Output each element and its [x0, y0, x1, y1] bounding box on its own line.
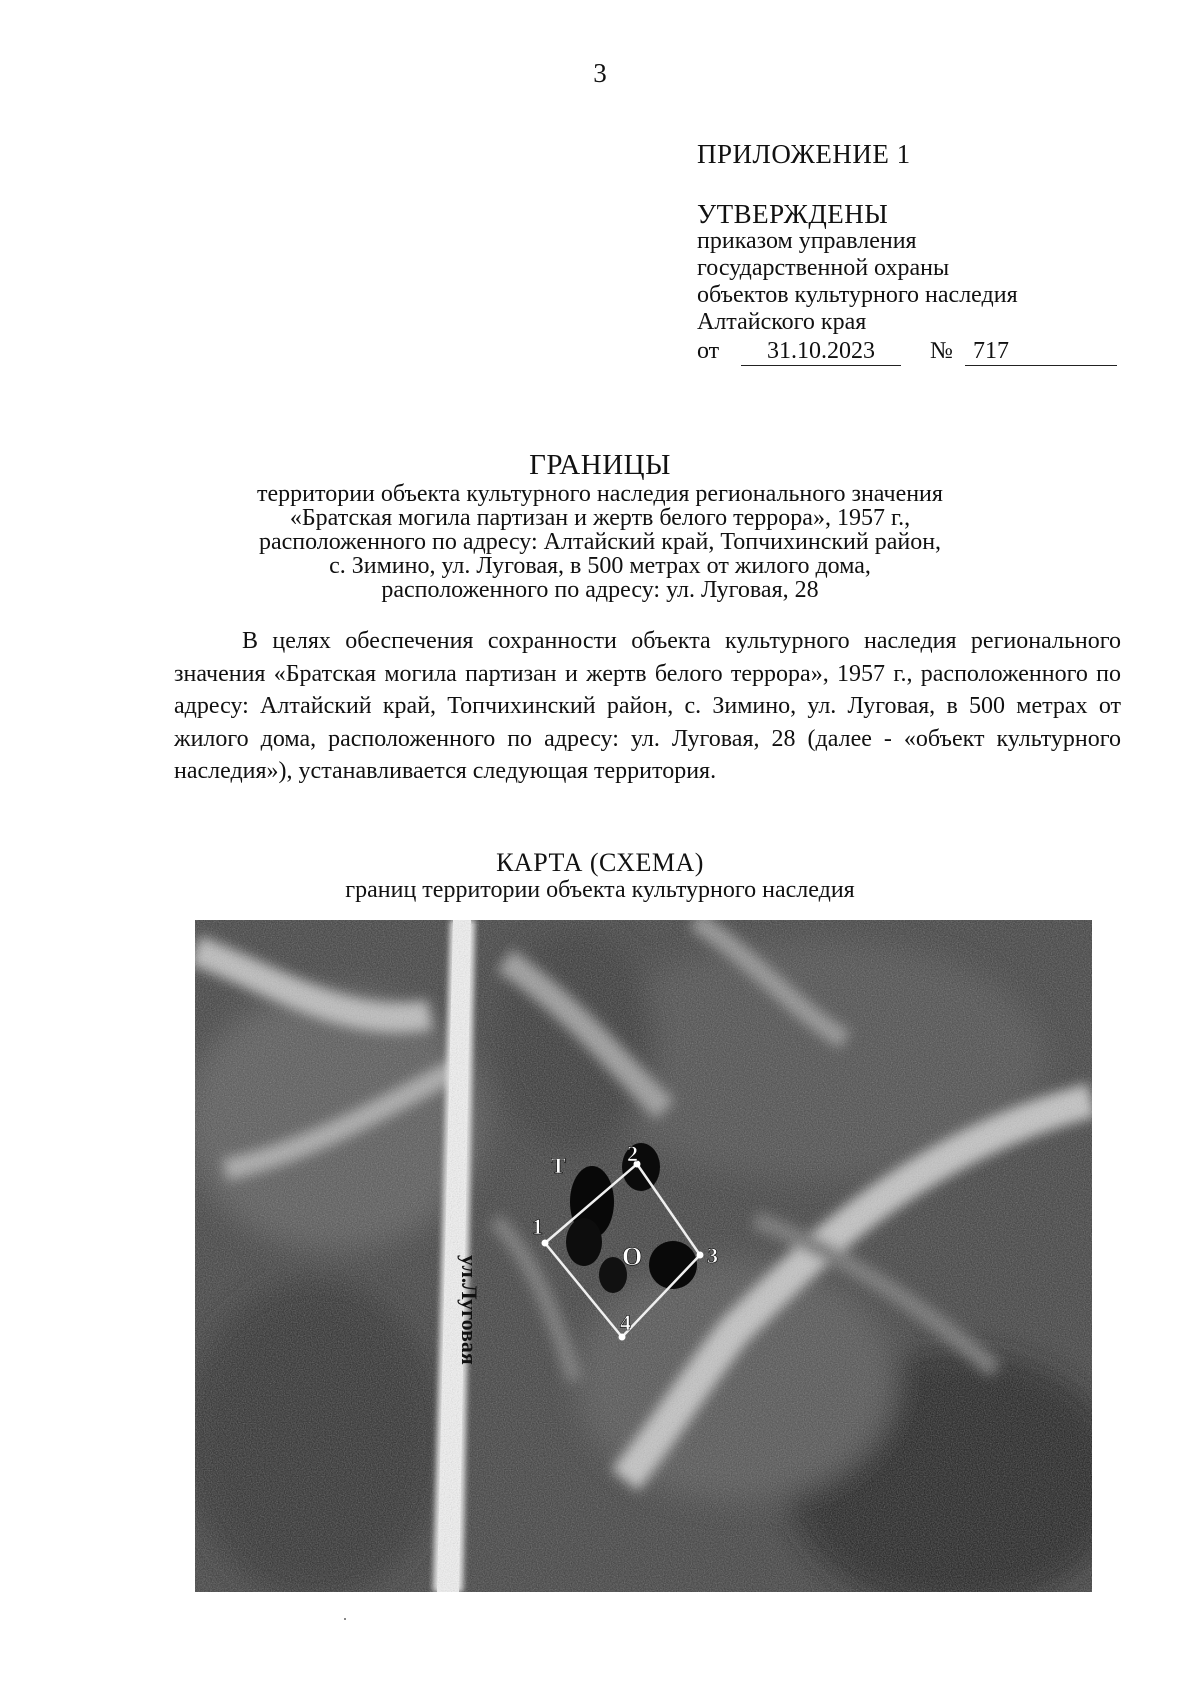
point-label-4: 4 [620, 1310, 631, 1335]
intro-paragraph: В целях обеспечения сохранности объекта культурного наследия регионального значения «Братская могила партизан и жертв белого террора», 1957 г., расположенного по адресу: Алтайский край, Топчихинский район, с. Зимино, ул. Луговая, в 500 метрах от жилого дома, расположенного по адресу: ул. Луговая, 28 (далее - «объект культурного наследия»), устанавливается следующая территория. [174, 628, 1121, 784]
order-date: 31.10.2023 [741, 338, 901, 366]
approved-title: УТВЕРЖДЕНЫ [697, 198, 889, 229]
appendix-block [697, 140, 1137, 372]
order-line: объектов культурного наследия [697, 282, 1018, 309]
point-label-2: 2 [627, 1141, 638, 1166]
heading-line: расположенного по адресу: Алтайский край, Топчихинский район, [258, 529, 942, 555]
map-title: КАРТА (СХЕМА) [496, 848, 704, 877]
number-sign: № [930, 338, 953, 365]
vertex-1 [542, 1240, 549, 1247]
object-label: О [622, 1242, 643, 1271]
map-noise-overlay [195, 920, 1092, 1592]
order-line: Алтайского края [697, 309, 867, 336]
map-scheme [195, 920, 1092, 1592]
order-line: государственной охраны [697, 255, 950, 282]
page-number: 3 [593, 58, 607, 88]
heading-line: территории объекта культурного наследия регионального значения [257, 481, 943, 507]
order-line: приказом управления [697, 228, 917, 255]
scan-speck [344, 1618, 346, 1620]
appendix-title: ПРИЛОЖЕНИЕ 1 [697, 139, 911, 169]
point-label-1: 1 [532, 1214, 543, 1239]
heading-line: с. Зимино, ул. Луговая, в 500 метрах от жилого дома, [329, 553, 871, 579]
marker-label: Т [551, 1153, 566, 1178]
vertex-3 [697, 1252, 704, 1259]
date-prefix: от [697, 338, 720, 365]
order-number: 717 [965, 338, 1117, 366]
heading-line: «Братская могила партизан и жертв белого террора», 1957 г., [289, 505, 911, 531]
heading-line: расположенного по адресу: ул. Луговая, 28 [381, 577, 819, 603]
heading-title: ГРАНИЦЫ [529, 449, 671, 481]
point-label-3: 3 [707, 1243, 718, 1268]
date-row [697, 338, 1137, 372]
map-subtitle: границ территории объекта культурного наследия [345, 877, 855, 903]
map-image [195, 920, 1092, 1592]
street-label: ул.Луговая [457, 1255, 482, 1365]
document-heading [0, 448, 1200, 602]
map-heading [0, 848, 1200, 904]
